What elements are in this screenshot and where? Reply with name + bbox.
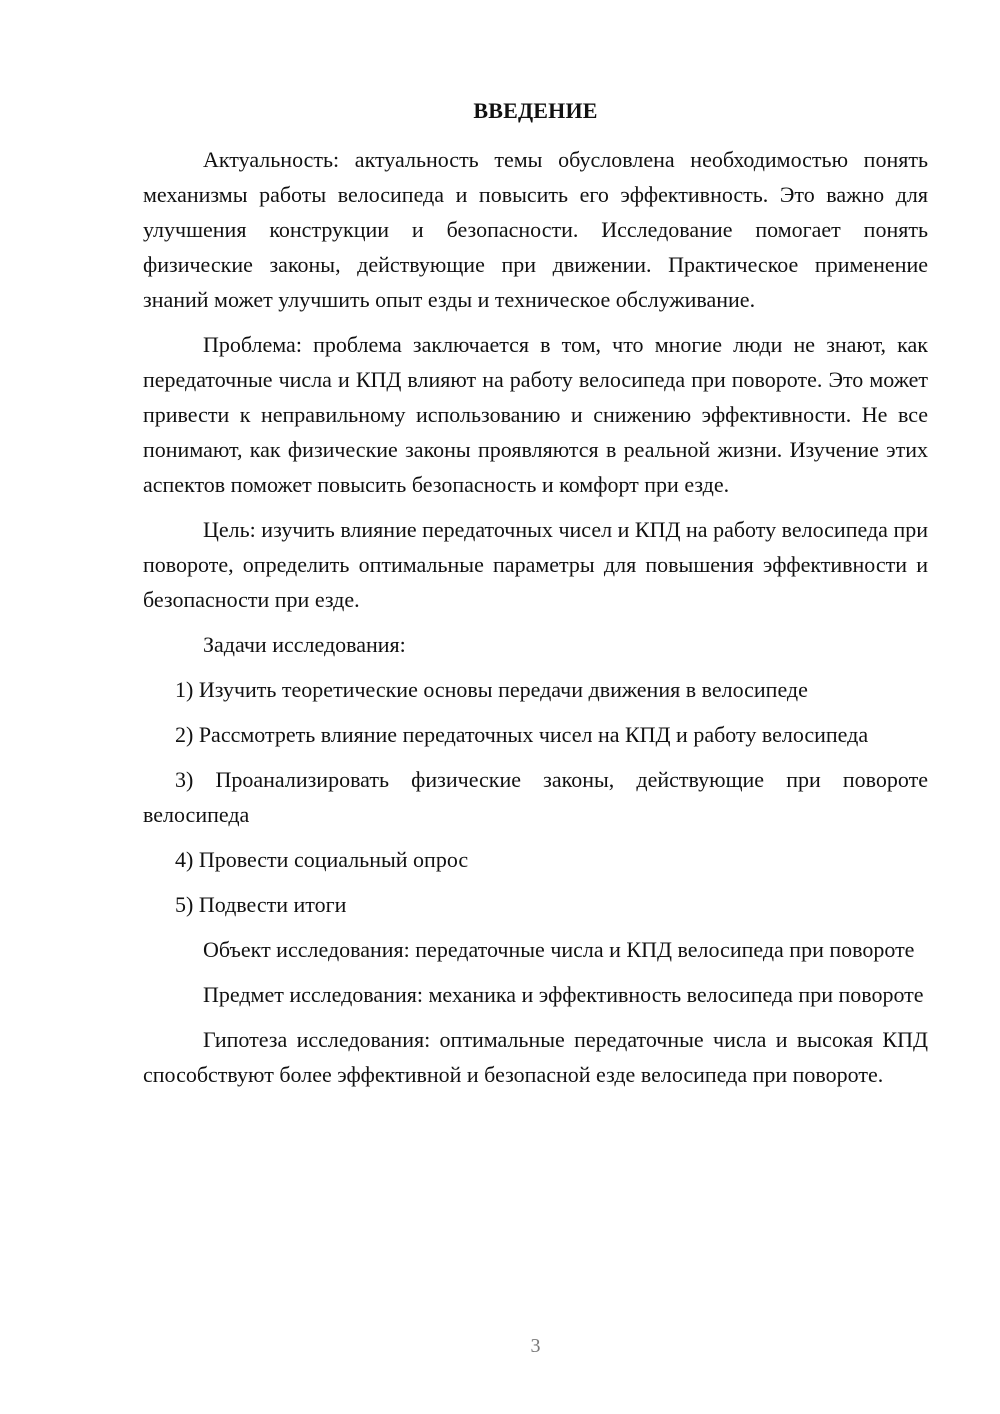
document-page <box>143 0 928 1414</box>
paragraph-problem: Проблема: проблема заключается в том, что многие люди не знают, как передаточные числа и КПД влияют на работу велосипеда при повороте. Это может привести к неправильному использованию и снижению эффективности. Не все понимают, как физические законы проявляются в реальной жизни. Изучение этих аспектов поможет повысить безопасность и комфорт при езде. <box>143 332 928 497</box>
paragraph-subject: Предмет исследования: механика и эффективность велосипеда при повороте <box>203 982 924 1007</box>
task-item: 1) Изучить теоретические основы передачи движения в велосипеде <box>175 677 808 702</box>
document-body <box>143 142 928 1102</box>
task-item: 4) Провести социальный опрос <box>175 847 469 872</box>
task-item: 3) Проанализировать физические законы, действующие при повороте велосипеда <box>143 767 928 827</box>
page-number: 3 <box>530 1335 541 1357</box>
paragraph-relevance: Актуальность: актуальность темы обусловлена необходимостью понять механизмы работы велосипеда и повысить его эффективность. Это важно для улучшения конструкции и безопасности. Исследование помогает понять физические законы, действующие при движении. Практическое применение знаний может улучшить опыт езды и техническое обслуживание. <box>143 147 928 312</box>
section-heading: ВВЕДЕНИЕ <box>473 98 598 123</box>
paragraph-hypothesis: Гипотеза исследования: оптимальные передаточные числа и высокая КПД способствуют более эффективной и безопасной езде велосипеда при повороте. <box>143 1027 928 1087</box>
task-item: 2) Рассмотреть влияние передаточных чисел на КПД и работу велосипеда <box>175 722 869 747</box>
tasks-title: Задачи исследования: <box>203 632 406 657</box>
task-item: 5) Подвести итоги <box>175 892 347 917</box>
paragraph-goal: Цель: изучить влияние передаточных чисел и КПД на работу велосипеда при повороте, определить оптимальные параметры для повышения эффективности и безопасности при езде. <box>143 517 928 612</box>
paragraph-object: Объект исследования: передаточные числа и КПД велосипеда при повороте <box>203 937 915 962</box>
